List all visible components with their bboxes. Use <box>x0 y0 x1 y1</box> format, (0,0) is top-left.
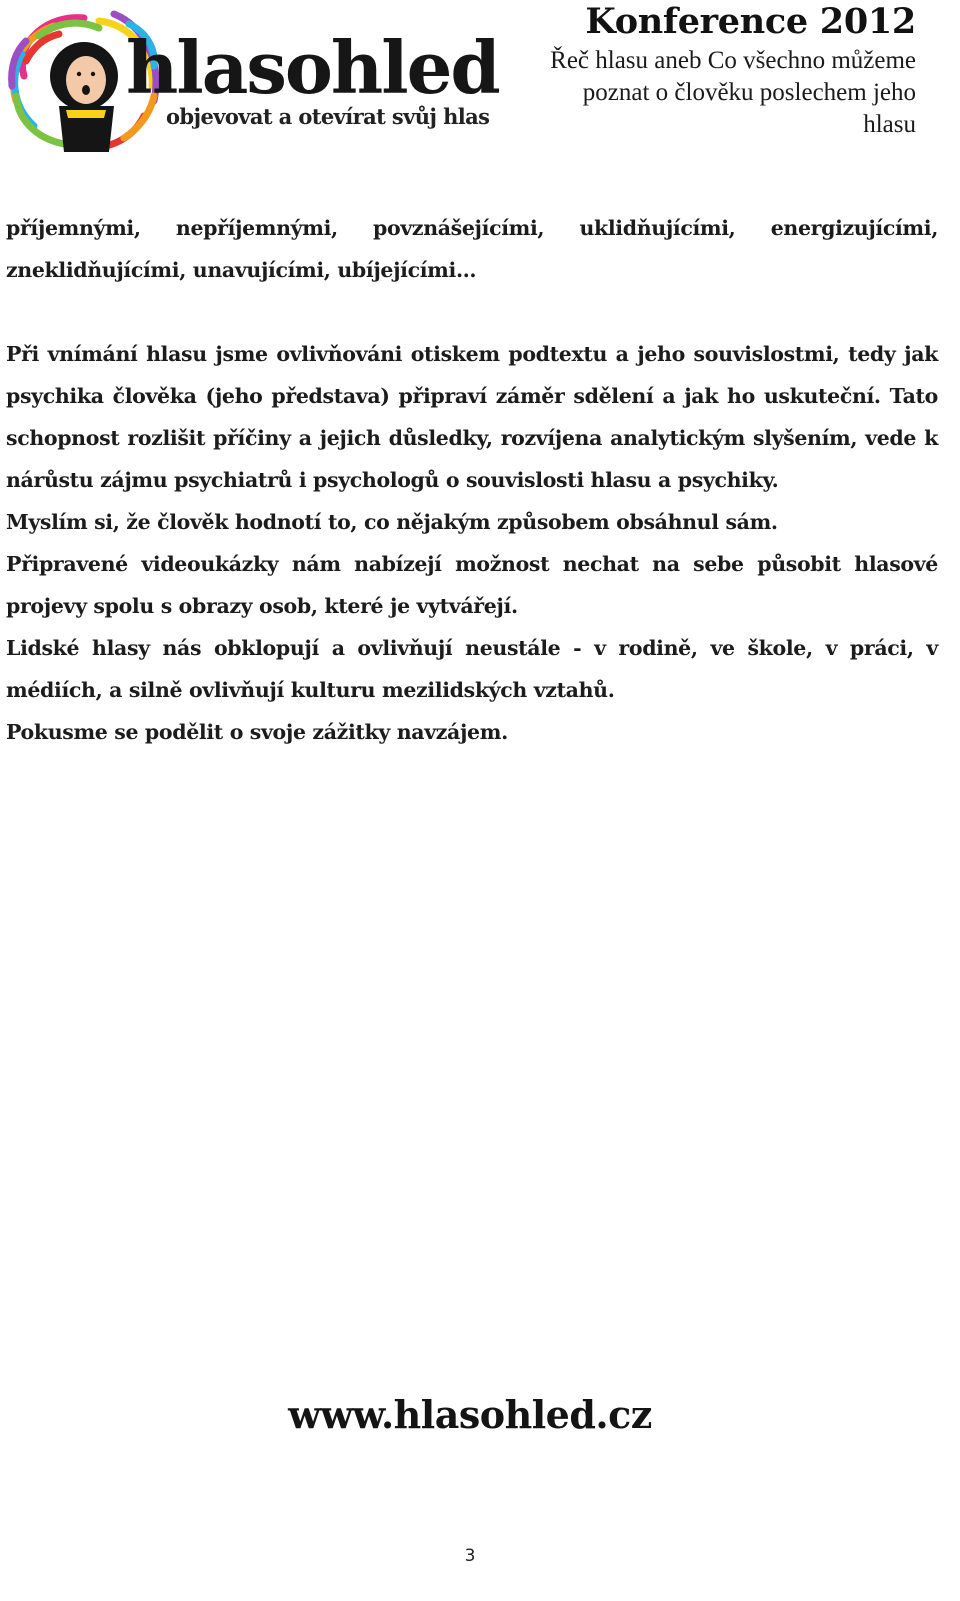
paragraph-voice-perception: Při vnímání hlasu jsme ovlivňováni otiskem podtextu a jeho souvislostmi, tedy jak psychika člověka (jeho představa) připraví záměr sdělení a jak ho uskuteční. Tato schopnost rozlišit příčiny a jejich důsledky, rozvíjena analytickým slyšením, vede k nárůstu zájmu psychiatrů i psychologů o souvislosti hlasu a psychiky. <box>6 342 938 492</box>
paragraph-share-experiences: Pokusme se podělit o svoje zážitky navzájem. <box>6 720 508 744</box>
conference-heading <box>496 0 916 141</box>
page-number: 3 <box>464 1546 476 1566</box>
article-body <box>6 207 938 753</box>
logo-tagline: objevovat a otevírat svůj hlas <box>166 104 490 129</box>
hlasohled-logo <box>4 6 499 152</box>
conference-title: Konference 2012 <box>585 1 916 42</box>
paragraph-self-evaluation: Myslím si, že člověk hodnotí to, co nějakým způsobem obsáhnul sám. <box>6 510 778 534</box>
website-link[interactable]: www.hlasohled.cz <box>288 1392 652 1437</box>
paragraph-intro-continuation: příjemnými, nepříjemnými, povznášejícími, uklidňujícími, energizujícími, zneklidňujícími, unavujícími, ubíjejícími… <box>6 216 938 282</box>
logo-wordmark: hlasohled <box>126 25 499 110</box>
paragraph-human-voices: Lidské hlasy nás obklopují a ovlivňují neustále - v rodině, ve škole, v práci, v médiích, a silně ovlivňují kulturu mezilidských vztahů. <box>6 636 938 702</box>
paragraph-video-samples: Připravené videoukázky nám nabízejí možnost nechat na sebe působit hlasové projevy spolu s obrazy osob, které je vytvářejí. <box>6 552 938 618</box>
conference-subtitle: Řeč hlasu aneb Co všechno můžeme poznat o člověku poslechem jeho hlasu <box>550 47 916 138</box>
